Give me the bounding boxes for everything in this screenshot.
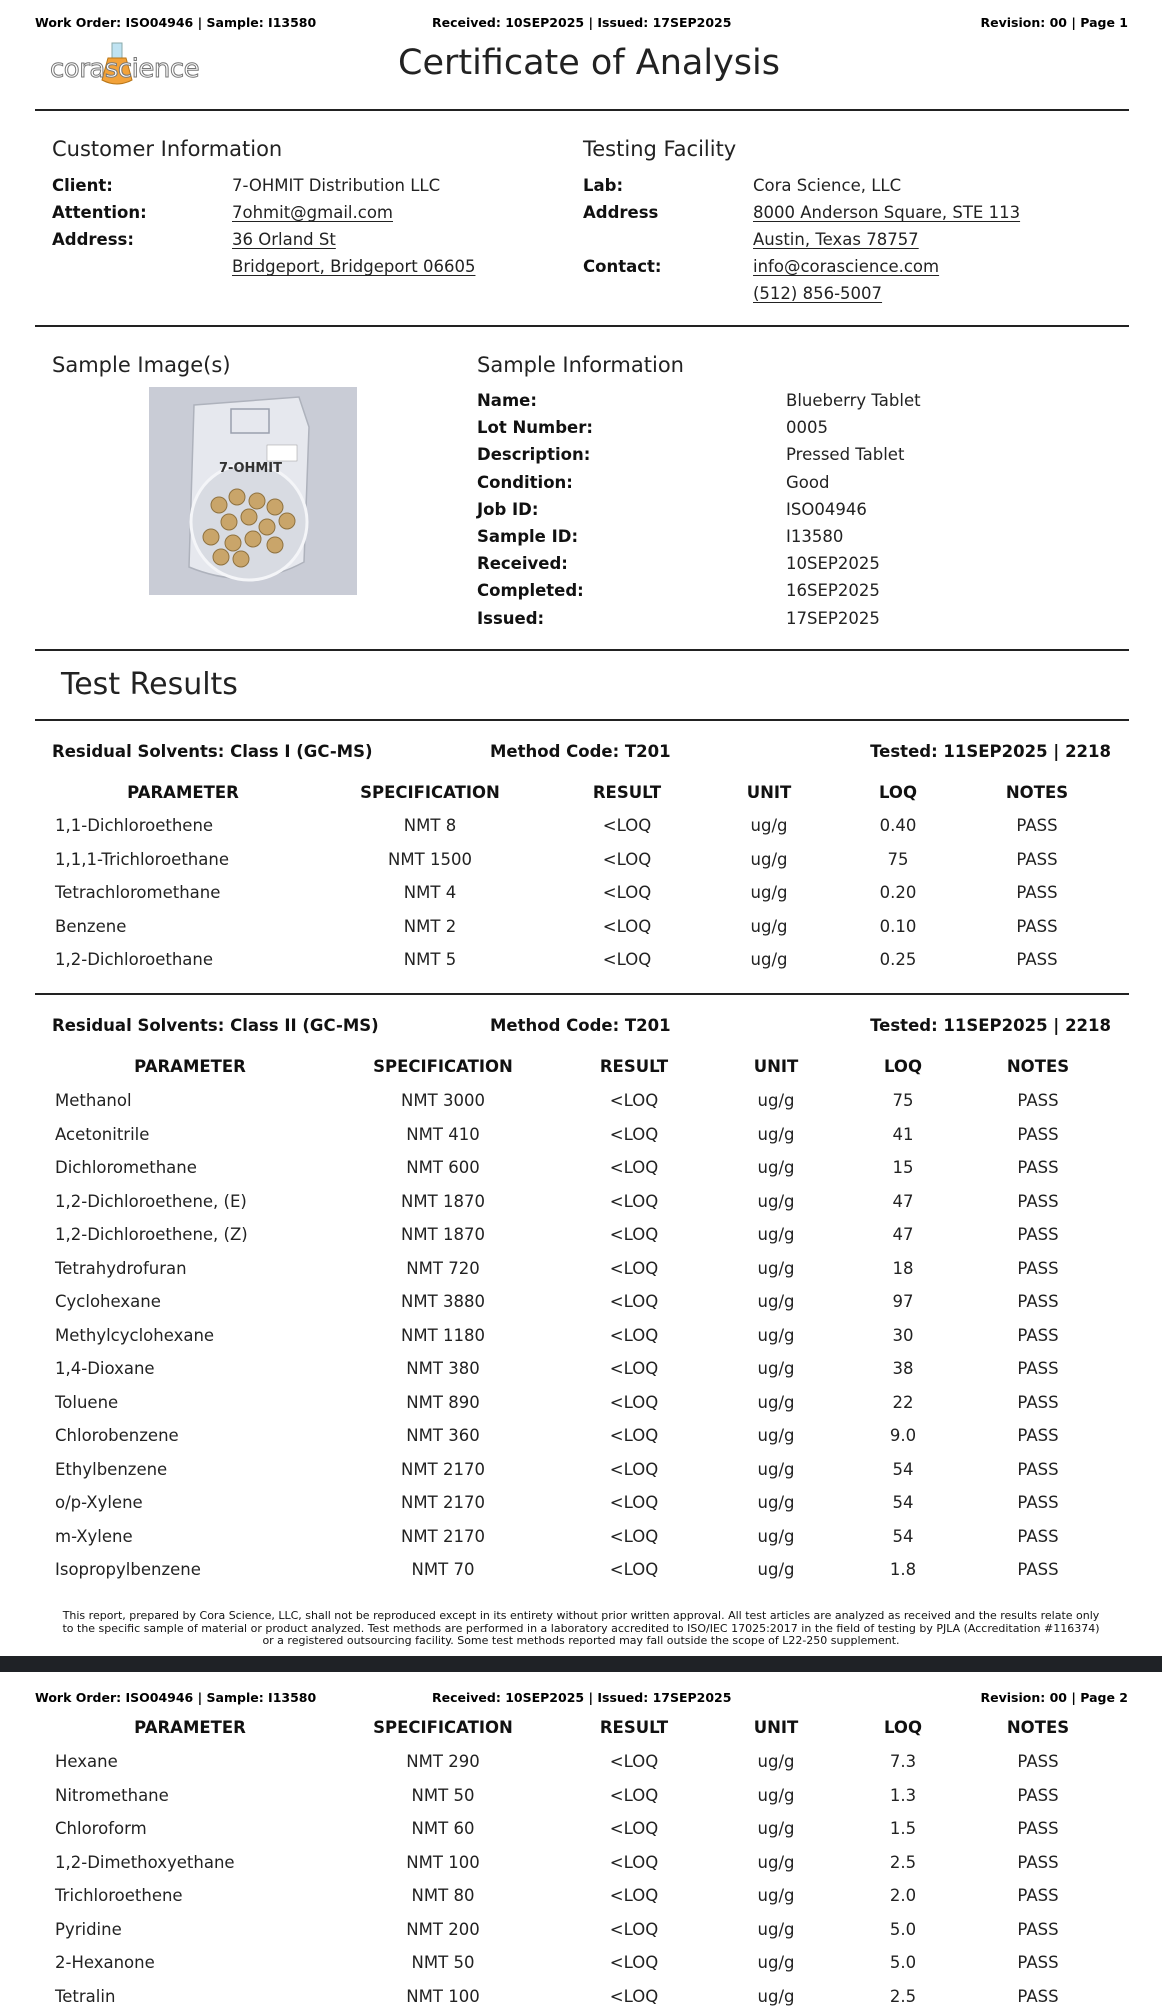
client-value: 7-OHMIT Distribution LLC — [232, 176, 441, 195]
cell-notes: PASS — [1017, 1526, 1059, 1546]
cora-science-logo — [50, 40, 220, 88]
page-header-work-order: Work Order: ISO04946 | Sample: I13580 — [35, 15, 317, 30]
cell-notes: PASS — [1017, 1560, 1059, 1579]
sample-info-heading: Sample Information — [477, 353, 684, 377]
cell-unit: ug/g — [757, 1359, 795, 1378]
cell-result: <LOQ — [609, 1752, 659, 1771]
disclaimer-line-1: This report, prepared by Cora Science, LLC, shall not be reproduced except in its entirety without prior written approval. All test articles are analyzed as received and the results relate only — [62, 1609, 1100, 1622]
column-header-notes: NOTES — [1006, 1057, 1070, 1076]
cell-parameter: Methanol — [55, 1091, 132, 1110]
cell-loq: 15 — [892, 1158, 914, 1177]
sample-info-label: Lot Number: — [477, 418, 593, 438]
cell-result: <LOQ — [609, 1158, 659, 1177]
cell-unit: ug/g — [757, 1258, 795, 1278]
cell-parameter: Pyridine — [55, 1919, 122, 1939]
cell-notes: PASS — [1017, 1752, 1059, 1771]
column-header-result: RESULT — [592, 783, 662, 802]
cell-loq: 2.0 — [889, 1886, 917, 1905]
cell-loq: 47 — [892, 1225, 914, 1244]
report-disclaimer — [30, 1610, 1132, 1648]
cell-loq: 2.5 — [889, 1852, 917, 1872]
cell-result: <LOQ — [609, 1852, 659, 1872]
cell-result: <LOQ — [609, 1426, 659, 1445]
class2-method-code: Method Code: T201 — [490, 1016, 671, 1035]
cell-parameter: Methylcyclohexane — [55, 1325, 215, 1345]
sample-info-label: Issued: — [477, 608, 545, 628]
cell-unit: ug/g — [757, 1526, 795, 1546]
cell-result: <LOQ — [602, 916, 652, 936]
page-header-dates: Received: 10SEP2025 | Issued: 17SEP2025 — [432, 15, 732, 30]
column-header-result: RESULT — [599, 1718, 669, 1737]
cell-parameter: o/p-Xylene — [55, 1493, 143, 1512]
column-header-unit: UNIT — [753, 1718, 799, 1737]
cell-result: <LOQ — [609, 1292, 659, 1311]
cell-loq: 5.0 — [889, 1953, 917, 1972]
cell-specification: NMT 50 — [411, 1785, 475, 1805]
cell-specification: NMT 290 — [406, 1752, 480, 1771]
cell-result: <LOQ — [609, 1258, 659, 1278]
cell-notes: PASS — [1016, 883, 1058, 902]
cell-unit: ug/g — [757, 1325, 795, 1345]
cell-result: <LOQ — [602, 849, 652, 869]
cell-loq: 7.3 — [889, 1752, 917, 1771]
column-header-notes: NOTES — [1006, 1718, 1070, 1737]
cell-notes: PASS — [1017, 1091, 1059, 1110]
cell-parameter: Tetrahydrofuran — [55, 1258, 187, 1278]
cell-specification: NMT 100 — [406, 1986, 480, 2006]
cell-unit: ug/g — [757, 1091, 795, 1110]
cell-unit: ug/g — [757, 1459, 795, 1479]
cell-parameter: Isopropylbenzene — [55, 1560, 201, 1579]
cell-unit: ug/g — [757, 1986, 795, 2006]
facility-address-label: Address — [583, 203, 659, 222]
sample-images-heading: Sample Image(s) — [52, 353, 231, 377]
cell-loq: 0.40 — [879, 816, 917, 835]
column-header-notes: NOTES — [1005, 783, 1069, 802]
column-header-parameter: PARAMETER — [134, 1718, 246, 1737]
testing-facility-heading: Testing Facility — [583, 137, 737, 161]
sample-info-label: Name: — [477, 391, 537, 410]
cell-result: <LOQ — [602, 883, 652, 902]
class1-method-code: Method Code: T201 — [490, 742, 671, 761]
page-title: Certificate of Analysis — [398, 43, 780, 83]
cell-unit: ug/g — [757, 1225, 795, 1244]
cell-loq: 75 — [892, 1091, 914, 1110]
cell-loq: 2.5 — [889, 1986, 917, 2006]
sample-photo — [149, 387, 357, 595]
cell-notes: PASS — [1016, 849, 1058, 869]
cell-parameter: Hexane — [55, 1752, 118, 1771]
column-header-loq: LOQ — [879, 783, 917, 802]
cell-parameter: m-Xylene — [55, 1526, 133, 1546]
cell-unit: ug/g — [757, 1191, 795, 1211]
cell-loq: 54 — [892, 1459, 914, 1479]
cell-specification: NMT 5 — [403, 950, 457, 969]
divider — [35, 649, 1129, 651]
cell-unit: ug/g — [757, 1752, 795, 1771]
cell-unit: ug/g — [750, 849, 788, 869]
cell-loq: 1.8 — [889, 1560, 917, 1579]
cell-unit: ug/g — [757, 1392, 795, 1412]
cell-specification: NMT 3880 — [401, 1292, 485, 1311]
sample-info-label: Condition: — [477, 472, 573, 492]
cell-result: <LOQ — [609, 1785, 659, 1805]
sample-photo-image — [149, 387, 357, 595]
cell-result: <LOQ — [609, 1526, 659, 1546]
cell-loq: 0.10 — [879, 916, 917, 936]
cell-result: <LOQ — [602, 950, 652, 969]
lab-label: Lab: — [583, 176, 624, 195]
cell-notes: PASS — [1017, 1459, 1059, 1479]
divider — [35, 719, 1129, 721]
cell-parameter: Nitromethane — [55, 1785, 169, 1805]
cell-result: <LOQ — [609, 1986, 659, 2006]
cell-unit: ug/g — [757, 1819, 795, 1838]
cell-result: <LOQ — [609, 1953, 659, 1972]
cell-parameter: 1,4-Dioxane — [55, 1359, 155, 1378]
logo-text — [50, 54, 199, 84]
logo-text-right: science — [104, 54, 200, 84]
page2-header-revision: Revision: 00 | Page 2 — [980, 1690, 1128, 1705]
cell-loq: 38 — [892, 1359, 914, 1378]
cell-specification: NMT 2 — [403, 916, 457, 936]
cell-parameter: 1,1,1-Trichloroethane — [55, 849, 229, 869]
cell-specification: NMT 100 — [406, 1852, 480, 1872]
cell-parameter: 1,2-Dichloroethene, (Z) — [55, 1225, 248, 1244]
cell-loq: 1.5 — [889, 1819, 917, 1838]
class1-table-title: Residual Solvents: Class I (GC-MS) — [52, 742, 373, 761]
column-header-loq: LOQ — [884, 1718, 922, 1737]
cell-specification: NMT 1870 — [401, 1225, 485, 1244]
cell-specification: NMT 8 — [403, 816, 457, 835]
cell-unit: ug/g — [750, 950, 788, 969]
cell-specification: NMT 70 — [411, 1560, 475, 1579]
sample-info-label: Completed: — [477, 581, 584, 601]
cell-parameter: Chloroform — [55, 1819, 147, 1838]
cell-loq: 54 — [892, 1526, 914, 1546]
sample-info-value: 17SEP2025 — [786, 608, 880, 628]
cell-specification: NMT 2170 — [401, 1493, 485, 1512]
sample-info-value: ISO04946 — [786, 499, 867, 519]
cell-result: <LOQ — [609, 1886, 659, 1905]
cell-notes: PASS — [1017, 1258, 1059, 1278]
cell-parameter: Tetrachloromethane — [55, 883, 221, 902]
page2-header-dates: Received: 10SEP2025 | Issued: 17SEP2025 — [432, 1690, 732, 1705]
cell-loq: 0.25 — [879, 950, 917, 969]
cell-specification: NMT 2170 — [401, 1526, 485, 1546]
cell-parameter: 1,1-Dichloroethene — [55, 816, 214, 835]
column-header-loq: LOQ — [884, 1057, 922, 1076]
cell-result: <LOQ — [609, 1459, 659, 1479]
test-results-heading: Test Results — [61, 667, 238, 702]
column-header-parameter: PARAMETER — [127, 783, 239, 802]
customer-info-heading: Customer Information — [52, 137, 283, 161]
facility-address-line1: 8000 Anderson Square, STE 113 — [753, 203, 1021, 222]
cell-unit: ug/g — [757, 1953, 795, 1972]
cell-parameter: 2-Hexanone — [55, 1953, 155, 1972]
cell-specification: NMT 1500 — [388, 849, 472, 869]
column-header-specification: SPECIFICATION — [373, 1718, 513, 1737]
cell-unit: ug/g — [757, 1560, 795, 1579]
cell-specification: NMT 200 — [406, 1919, 480, 1939]
cell-unit: ug/g — [757, 1426, 795, 1445]
cell-unit: ug/g — [757, 1493, 795, 1512]
cell-specification: NMT 720 — [406, 1258, 480, 1278]
cell-notes: PASS — [1017, 1158, 1059, 1177]
cell-loq: 1.3 — [889, 1785, 917, 1805]
cell-result: <LOQ — [609, 1091, 659, 1110]
sample-info-label: Received: — [477, 554, 568, 574]
column-header-unit: UNIT — [746, 783, 792, 802]
cell-parameter: Dichloromethane — [55, 1158, 197, 1177]
cell-loq: 30 — [892, 1325, 914, 1345]
page-break — [0, 1656, 1162, 1672]
cell-notes: PASS — [1017, 1785, 1059, 1805]
cell-loq: 5.0 — [889, 1919, 917, 1939]
cell-unit: ug/g — [750, 883, 788, 902]
column-header-unit: UNIT — [753, 1057, 799, 1076]
sample-info-label: Sample ID: — [477, 527, 579, 546]
facility-address-line2: Austin, Texas 78757 — [753, 230, 919, 249]
cell-specification: NMT 380 — [406, 1359, 480, 1378]
cell-unit: ug/g — [757, 1886, 795, 1905]
cell-loq: 0.20 — [879, 883, 917, 902]
attention-label: Attention: — [52, 203, 147, 222]
sample-info-value: Blueberry Tablet — [786, 391, 921, 410]
cell-result: <LOQ — [609, 1124, 659, 1144]
cell-notes: PASS — [1017, 1426, 1059, 1445]
cell-notes: PASS — [1017, 1124, 1059, 1144]
sample-info-value: I13580 — [786, 527, 844, 546]
class2-table-title: Residual Solvents: Class II (GC-MS) — [52, 1016, 379, 1035]
cell-specification: NMT 4 — [403, 883, 457, 902]
column-header-result: RESULT — [599, 1057, 669, 1076]
cell-loq: 9.0 — [889, 1426, 917, 1445]
cell-result: <LOQ — [609, 1392, 659, 1412]
column-header-specification: SPECIFICATION — [373, 1057, 513, 1076]
cell-notes: PASS — [1017, 1953, 1059, 1972]
cell-specification: NMT 1180 — [401, 1325, 485, 1345]
cell-parameter: Trichloroethene — [55, 1886, 183, 1905]
cell-unit: ug/g — [757, 1919, 795, 1939]
column-header-specification: SPECIFICATION — [360, 783, 500, 802]
cell-notes: PASS — [1017, 1325, 1059, 1345]
cell-loq: 75 — [887, 849, 909, 869]
cell-notes: PASS — [1017, 1852, 1059, 1872]
sample-info-value: Pressed Tablet — [786, 445, 905, 465]
cell-result: <LOQ — [609, 1819, 659, 1838]
cell-notes: PASS — [1016, 950, 1058, 969]
cell-loq: 41 — [892, 1124, 914, 1144]
cell-unit: ug/g — [757, 1158, 795, 1177]
cell-notes: PASS — [1017, 1292, 1059, 1311]
cell-unit: ug/g — [757, 1124, 795, 1144]
cell-parameter: Acetonitrile — [55, 1124, 150, 1144]
contact-label: Contact: — [583, 257, 662, 276]
cell-specification: NMT 1870 — [401, 1191, 485, 1211]
cell-parameter: Ethylbenzene — [55, 1459, 168, 1479]
cell-specification: NMT 2170 — [401, 1459, 485, 1479]
cell-loq: 97 — [892, 1292, 914, 1311]
cell-result: <LOQ — [609, 1919, 659, 1939]
sample-info-label: Job ID: — [477, 499, 539, 519]
cell-parameter: Chlorobenzene — [55, 1426, 179, 1445]
cell-result: <LOQ — [609, 1560, 659, 1579]
class2-tested-date: Tested: 11SEP2025 | 2218 — [870, 1016, 1111, 1035]
cell-notes: PASS — [1017, 1392, 1059, 1412]
customer-address-label: Address: — [52, 230, 134, 249]
cell-result: <LOQ — [609, 1191, 659, 1211]
client-label: Client: — [52, 176, 113, 195]
cell-specification: NMT 50 — [411, 1953, 475, 1972]
cell-loq: 47 — [892, 1191, 914, 1211]
cell-notes: PASS — [1017, 1359, 1059, 1378]
cell-specification: NMT 3000 — [401, 1091, 485, 1110]
cell-unit: ug/g — [757, 1292, 795, 1311]
cell-result: <LOQ — [609, 1359, 659, 1378]
cell-parameter: Benzene — [55, 916, 127, 936]
cell-specification: NMT 60 — [411, 1819, 475, 1838]
cell-notes: PASS — [1017, 1986, 1059, 2006]
divider — [35, 109, 1129, 111]
cell-notes: PASS — [1017, 1886, 1059, 1905]
cell-loq: 54 — [892, 1493, 914, 1512]
cell-result: <LOQ — [609, 1493, 659, 1512]
cell-specification: NMT 890 — [406, 1392, 480, 1412]
cell-notes: PASS — [1017, 1225, 1059, 1244]
cell-parameter: 1,2-Dichloroethene, (E) — [55, 1191, 247, 1211]
cell-result: <LOQ — [609, 1225, 659, 1244]
sample-info-value: 10SEP2025 — [786, 554, 880, 574]
contact-email-link[interactable]: info@corascience.com — [753, 257, 940, 276]
cell-parameter: Toluene — [55, 1392, 119, 1412]
cell-notes: PASS — [1017, 1919, 1059, 1939]
lab-value: Cora Science, LLC — [753, 176, 902, 195]
column-header-parameter: PARAMETER — [134, 1057, 246, 1076]
logo-text-left: cora — [50, 54, 105, 84]
cell-specification: NMT 80 — [411, 1886, 475, 1905]
attention-email-link[interactable]: 7ohmit@gmail.com — [232, 203, 393, 222]
sample-photo-label: 7-OHMIT — [219, 461, 283, 476]
divider — [35, 325, 1129, 327]
cell-parameter: 1,2-Dichloroethane — [55, 950, 214, 969]
contact-phone-link[interactable]: (512) 856-5007 — [753, 284, 883, 303]
cell-parameter: 1,2-Dimethoxyethane — [55, 1852, 235, 1872]
sample-info-value: 16SEP2025 — [786, 581, 880, 601]
disclaimer-line-3: or a registered outsourcing facility. Some test methods reported may fall outside the scope of L22-250 supplement. — [262, 1634, 900, 1647]
sample-info-label: Description: — [477, 445, 591, 465]
disclaimer-line-2: to the specific sample of material or product analyzed. Test methods are performed in a laboratory accredited to ISO/IEC 17025:2017 in the field of testing by PJLA (Accreditation #116374) — [62, 1621, 1100, 1635]
cell-notes: PASS — [1017, 1493, 1059, 1512]
customer-address-line1: 36 Orland St — [232, 230, 336, 249]
cell-notes: PASS — [1017, 1191, 1059, 1211]
cell-specification: NMT 410 — [406, 1124, 480, 1144]
cell-loq: 22 — [892, 1392, 914, 1412]
cell-notes: PASS — [1016, 816, 1058, 835]
cell-result: <LOQ — [609, 1325, 659, 1345]
class1-tested-date: Tested: 11SEP2025 | 2218 — [870, 742, 1111, 761]
cell-specification: NMT 600 — [406, 1158, 480, 1177]
page2-header-work-order: Work Order: ISO04946 | Sample: I13580 — [35, 1690, 317, 1705]
cell-unit: ug/g — [750, 916, 788, 936]
sample-info-value: 0005 — [786, 418, 828, 438]
cell-unit: ug/g — [757, 1785, 795, 1805]
cell-specification: NMT 360 — [406, 1426, 480, 1445]
cell-parameter: Cyclohexane — [55, 1292, 161, 1311]
cell-loq: 18 — [892, 1258, 914, 1278]
customer-address-line2: Bridgeport, Bridgeport 06605 — [232, 257, 476, 276]
page-header-revision: Revision: 00 | Page 1 — [980, 15, 1128, 30]
sample-info-value: Good — [786, 472, 830, 492]
cell-parameter: Tetralin — [55, 1986, 116, 2006]
cell-unit: ug/g — [757, 1852, 795, 1872]
divider — [35, 993, 1129, 995]
cell-notes: PASS — [1016, 916, 1058, 936]
cell-result: <LOQ — [602, 816, 652, 835]
cell-unit: ug/g — [750, 816, 788, 835]
cell-notes: PASS — [1017, 1819, 1059, 1838]
